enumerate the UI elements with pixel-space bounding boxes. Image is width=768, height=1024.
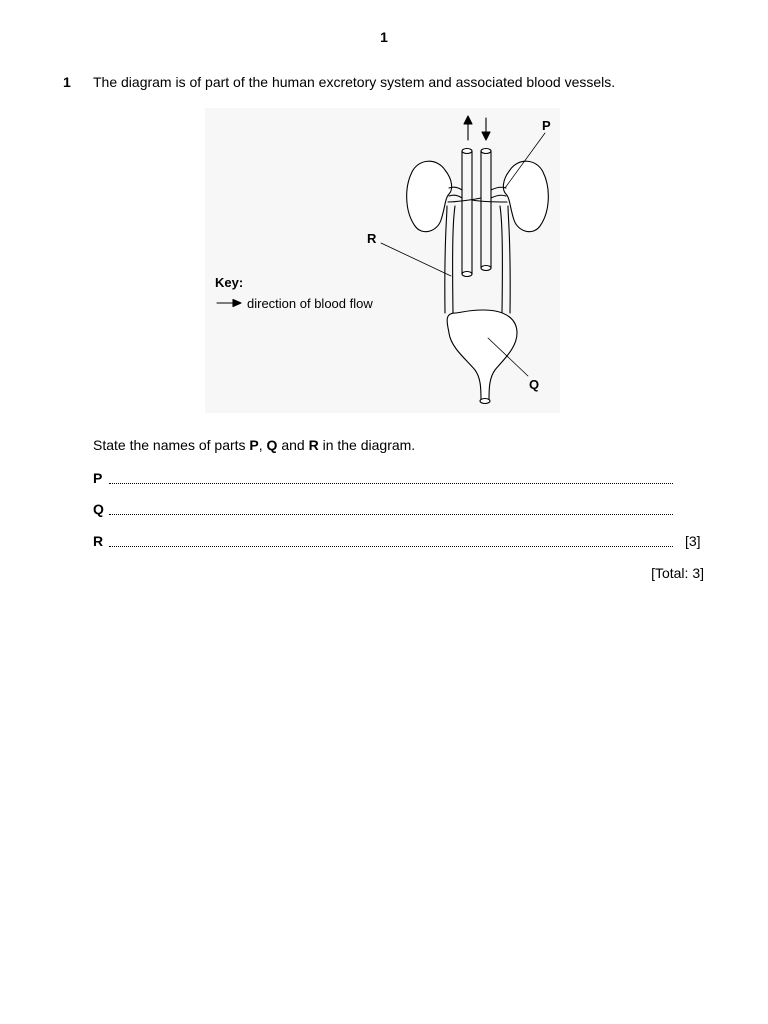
flow-arrow-down: [482, 118, 490, 140]
instruction-text: State the names of parts: [93, 437, 250, 453]
key-entry: direction of blood flow: [247, 296, 373, 311]
answer-label-r: R: [93, 533, 104, 549]
answer-field-p[interactable]: [109, 482, 673, 484]
instruction-r: R: [308, 437, 319, 453]
instruction-p: P: [249, 437, 259, 453]
answer-field-r[interactable]: [109, 545, 673, 547]
instruction-sep: and: [277, 437, 309, 453]
left-ureter: [445, 206, 455, 313]
question-number: 1: [63, 74, 71, 90]
label-p: P: [542, 118, 551, 133]
bladder: [447, 310, 517, 400]
left-kidney: [407, 161, 452, 231]
right-kidney: [503, 161, 548, 231]
renal-vessels-right: [472, 187, 507, 202]
answer-line-p[interactable]: [93, 470, 673, 488]
instruction-q: Q: [266, 437, 278, 453]
instruction-sep: ,: [258, 437, 267, 453]
label-q: Q: [529, 377, 540, 392]
diagram-svg: [205, 108, 560, 413]
right-ureter: [500, 206, 510, 313]
marks-allocation: [3]: [685, 533, 701, 549]
answer-line-q[interactable]: [93, 501, 673, 519]
flow-arrow-up: [464, 116, 472, 140]
total-marks: [Total: 3]: [651, 565, 704, 581]
key-arrow: [217, 300, 241, 307]
label-r: R: [367, 231, 377, 246]
question-instruction: [93, 437, 415, 453]
key-title: Key:: [215, 275, 244, 290]
vena-cava: [462, 151, 472, 274]
aorta: [481, 151, 491, 268]
answer-field-q[interactable]: [109, 513, 673, 515]
answer-line-r[interactable]: [93, 533, 673, 551]
question-stem: The diagram is of part of the human excretory system and associated blood vessels.: [93, 74, 616, 90]
page-number: 1: [380, 29, 388, 45]
renal-vessels-left: [448, 187, 481, 202]
answer-label-p: P: [93, 470, 103, 486]
leader-line-r: [381, 243, 451, 276]
excretory-system-diagram: [205, 108, 560, 413]
instruction-text: in the diagram.: [318, 437, 416, 453]
answer-label-q: Q: [93, 501, 104, 517]
